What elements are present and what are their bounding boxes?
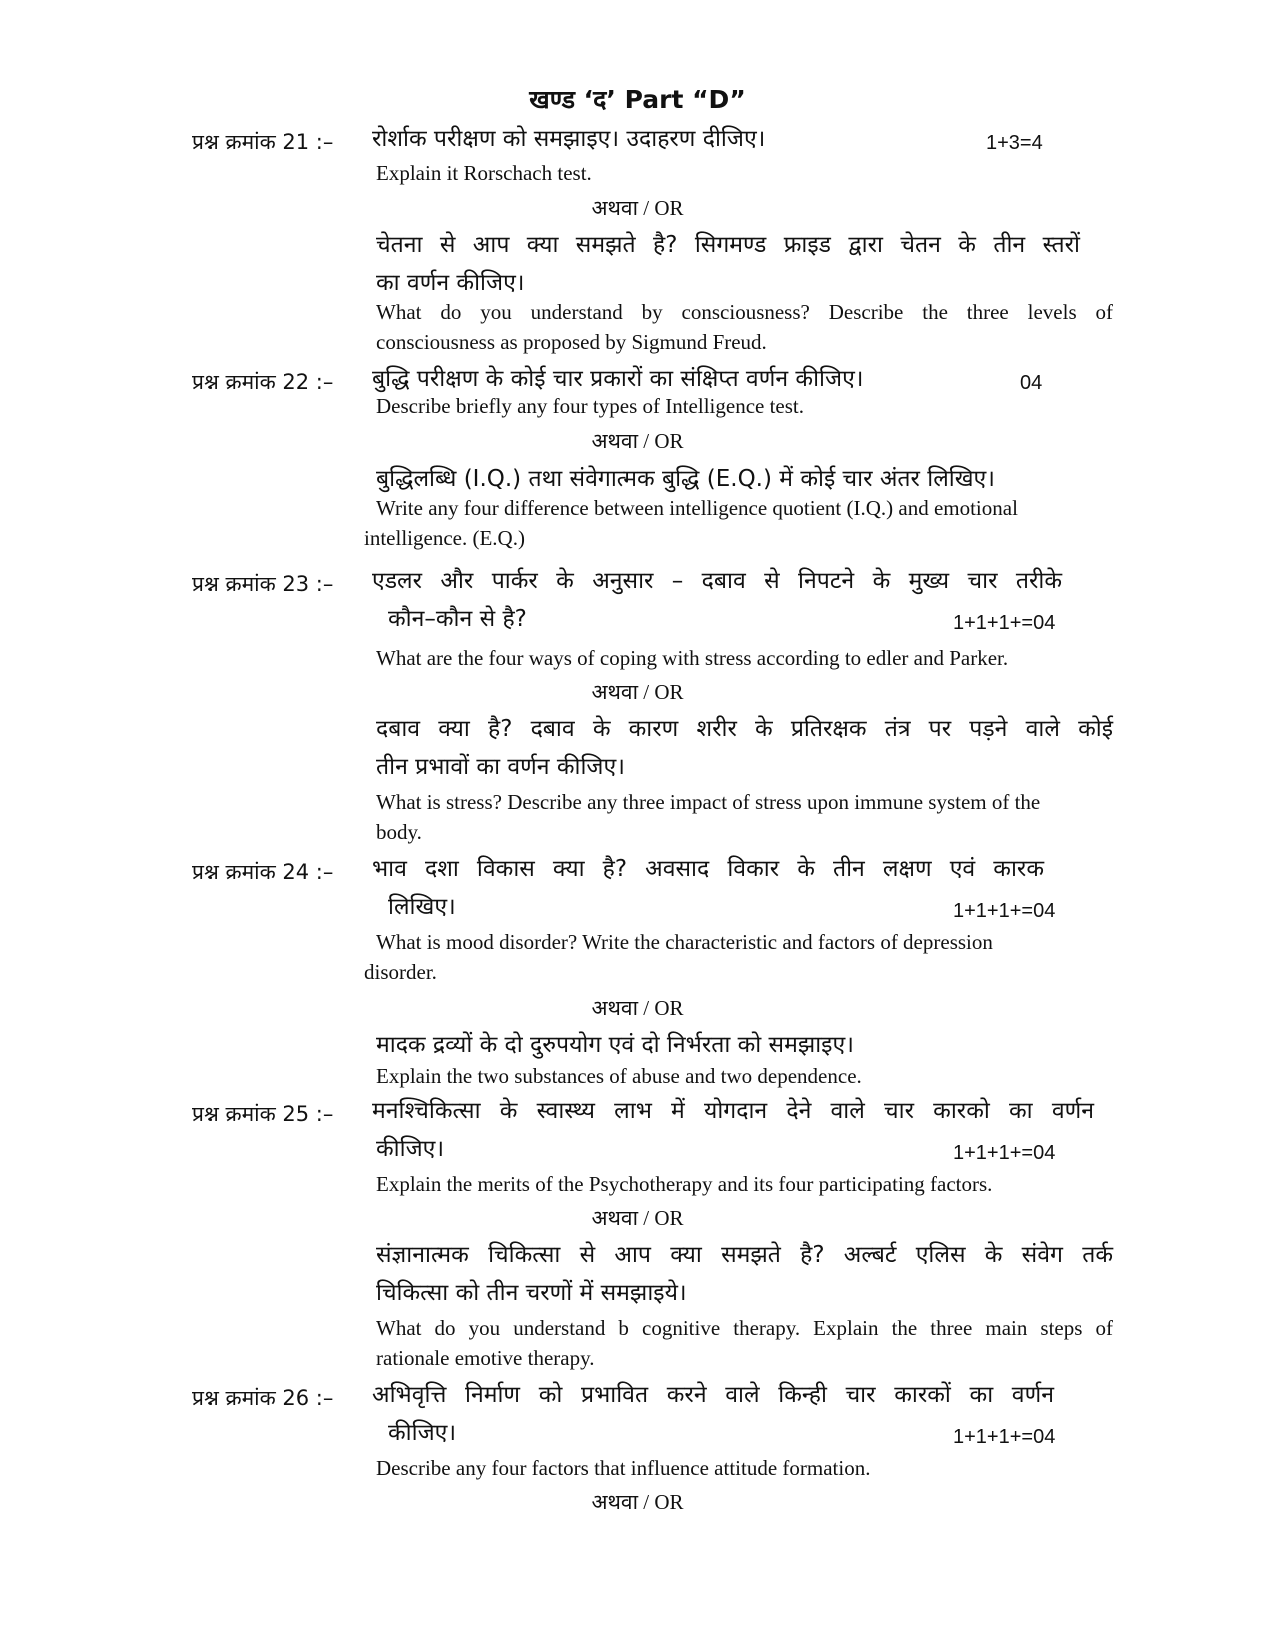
question-26-hindi-line1: अभिवृत्ति निर्माण को प्रभावित करने वाले किन्ही चार कारकों का वर्णन <box>372 1382 1054 1408</box>
question-24-label: प्रश्न क्रमांक 24 :– <box>192 860 334 884</box>
question-25-marks: 1+1+1+=04 <box>953 1142 1056 1164</box>
question-23-alt-hindi-line2: तीन प्रभावों का वर्णन कीजिए। <box>376 754 625 780</box>
question-25-alt-english-line1: What do you understand b cognitive therapy. Explain the three main steps of <box>376 1316 1113 1340</box>
or-separator: अथवा / OR <box>591 196 684 220</box>
question-25-alt-english-line2: rationale emotive therapy. <box>376 1346 595 1370</box>
question-22-alt-english-line1: Write any four difference between intelligence quotient (I.Q.) and emotional <box>376 496 1018 520</box>
question-26-english: Describe any four factors that influence attitude formation. <box>376 1456 871 1480</box>
question-22-alt-hindi: बुद्धिलब्धि (I.Q.) तथा संवेगात्मक बुद्धि (E.Q.) में कोई चार अंतर लिखिए। <box>376 466 995 492</box>
question-22-marks: 04 <box>1020 372 1043 394</box>
question-25-hindi-line2: कीजिए। <box>376 1136 445 1162</box>
question-22-label: प्रश्न क्रमांक 22 :– <box>192 370 334 394</box>
question-21-alt-hindi-line1: चेतना से आप क्या समझते है? सिगमण्ड फ्राइड द्वारा चेतन के तीन स्तरों <box>376 232 1080 258</box>
or-separator: अथवा / OR <box>591 680 684 704</box>
question-22-alt-english-line2: intelligence. (E.Q.) <box>364 526 525 550</box>
question-25-alt-hindi-line2: चिकित्सा को तीन चरणों में समझाइये। <box>376 1280 687 1306</box>
or-separator: अथवा / OR <box>591 1206 684 1230</box>
question-21-alt-hindi-line2: का वर्णन कीजिए। <box>376 270 525 296</box>
question-25-english: Explain the merits of the Psychotherapy and its four participating factors. <box>376 1172 993 1196</box>
question-23-alt-english-line1: What is stress? Describe any three impact of stress upon immune system of the <box>376 790 1041 814</box>
question-24-alt-hindi: मादक द्रव्यों के दो दुरुपयोग एवं दो निर्भरता को समझाइए। <box>376 1032 854 1058</box>
question-23-hindi-line1: एडलर और पार्कर के अनुसार – दबाव से निपटने के मुख्य चार तरीके <box>372 568 1062 594</box>
question-22-english: Describe briefly any four types of Intelligence test. <box>376 394 805 418</box>
question-24-english-line1: What is mood disorder? Write the characteristic and factors of depression <box>376 930 993 954</box>
question-22-hindi: बुद्धि परीक्षण के कोई चार प्रकारों का संक्षिप्त वर्णन कीजिए। <box>372 366 864 392</box>
question-24-hindi-line1: भाव दशा विकास क्या है? अवसाद विकार के तीन लक्षण एवं कारक <box>372 856 1044 882</box>
question-26-label: प्रश्न क्रमांक 26 :– <box>192 1386 334 1410</box>
question-23-english: What are the four ways of coping with stress according to edler and Parker. <box>376 646 1009 670</box>
question-25-label: प्रश्न क्रमांक 25 :– <box>192 1102 334 1126</box>
question-25-hindi-line1: मनश्चिकित्सा के स्वास्थ्य लाभ में योगदान देने वाले चार कारको का वर्णन <box>372 1098 1094 1124</box>
question-23-alt-english-line2: body. <box>376 820 422 844</box>
section-heading: खण्ड ‘द’ Part “D” <box>529 85 746 114</box>
question-25-alt-hindi-line1: संज्ञानात्मक चिकित्सा से आप क्या समझते है? अल्बर्ट एलिस के संवेग तर्क <box>376 1242 1113 1268</box>
question-26-marks: 1+1+1+=04 <box>953 1426 1056 1448</box>
question-21-alt-english-line1: What do you understand by consciousness? Describe the three levels of <box>376 300 1113 324</box>
question-24-alt-english: Explain the two substances of abuse and two dependence. <box>376 1064 862 1088</box>
question-24-marks: 1+1+1+=04 <box>953 900 1056 922</box>
question-23-marks: 1+1+1+=04 <box>953 612 1056 634</box>
or-separator: अथवा / OR <box>591 996 684 1020</box>
or-separator: अथवा / OR <box>591 1490 684 1514</box>
question-21-alt-english-line2: consciousness as proposed by Sigmund Freud. <box>376 330 767 354</box>
or-separator: अथवा / OR <box>591 429 684 453</box>
question-23-alt-hindi-line1: दबाव क्या है? दबाव के कारण शरीर के प्रतिरक्षक तंत्र पर पड़ने वाले कोई <box>376 716 1113 742</box>
question-21-english: Explain it Rorschach test. <box>376 161 592 185</box>
question-24-hindi-line2: लिखिए। <box>388 894 456 920</box>
question-21-label: प्रश्न क्रमांक 21 :– <box>192 130 334 154</box>
question-21-marks: 1+3=4 <box>986 132 1043 154</box>
question-23-label: प्रश्न क्रमांक 23 :– <box>192 572 334 596</box>
question-26-hindi-line2: कीजिए। <box>388 1420 457 1446</box>
question-24-english-line2: disorder. <box>364 960 437 984</box>
question-23-hindi-line2: कौन–कौन से है? <box>388 606 527 632</box>
question-21-hindi: रोर्शाक परीक्षण को समझाइए। उदाहरण दीजिए। <box>372 126 766 152</box>
